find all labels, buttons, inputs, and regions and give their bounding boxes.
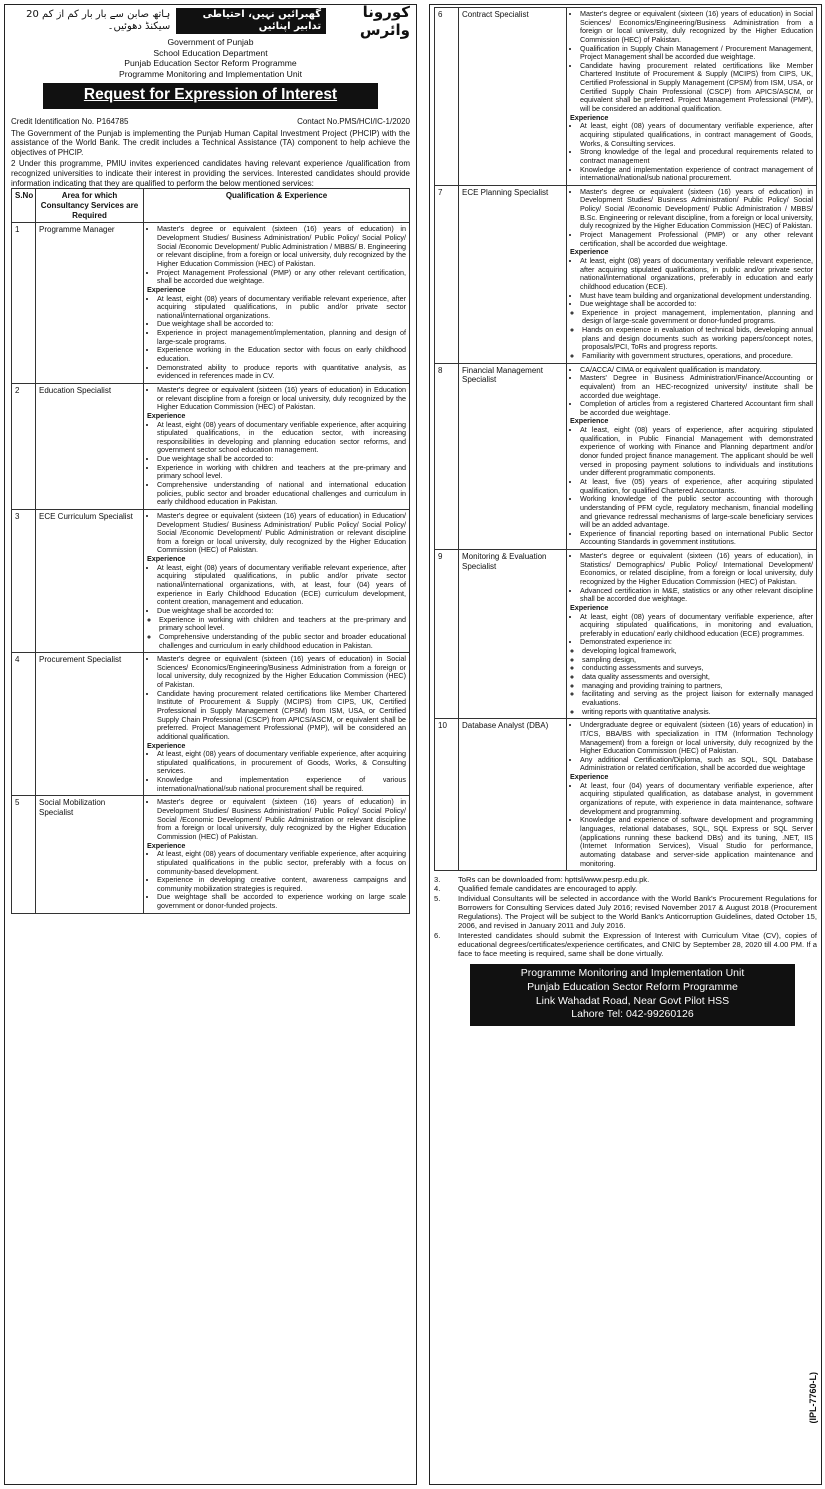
experience-list	[147, 850, 406, 910]
experience-item: • Strong knowledge of the legal and procedural requirements related to contract management	[580, 148, 813, 165]
qualification-item: • Master's degree or equivalent (sixteen (16) years of education) in Development Studies/ Business Administration/ Public Policy/ Social Policy/ Social /Economic Development/ Public Administration or relevant discipline from a foreign or local university, duly recognized by the Higher Education Commission (HEC) of Pakistan.	[157, 798, 406, 841]
row-sno: 2	[12, 383, 36, 509]
qualification-item: • CA/ACCA/ CIMA or equivalent qualification is mandatory.	[580, 366, 813, 375]
row-qualification	[567, 550, 817, 719]
row-sno: 3	[12, 509, 36, 652]
footer-line-3: Link Wahadat Road, Near Govt Pilot HSS	[535, 994, 730, 1007]
intro-paragraph-2: 2 Under this programme, PMIU invites experienced candidates having relevant experience /qualification from recognized universities to indicate their interest in providing the services. Interested candidates should provide information indicating that they are qualified to perform the below mentioned services:	[11, 159, 410, 188]
experience-list	[147, 421, 406, 507]
table-row	[12, 653, 410, 796]
experience-item: • At least, eight (08) years of documentary verifiable experience, after acquiring stipulated qualifications, in procurement of Goods, Works, & Consulting services.	[157, 750, 406, 776]
experience-item: • At least, eight (08) years of documentary verifiable experience, after acquiring stipulated qualifications, in contract management of Goods, Works, & Consulting services.	[580, 122, 813, 148]
qualification-list	[570, 366, 813, 418]
weightage-item: ◦ Experience in project management, implementation, planning and design of large-scale government or donor-funded programs.	[582, 309, 813, 326]
note-item	[434, 875, 817, 884]
qualification-item: • Master's degree or equivalent (sixteen (16) years of education) in Education/ Development Studies/ Business Administration/ Public Policy/ Social Policy/ Social /Economic Development/ Public Administration or relevant discipline from a foreign or local university, duly recognized by the Higher Education Commission (HEC) of Pakistan.	[157, 512, 406, 555]
row-qualification	[144, 223, 410, 384]
experience-item: • At least, eight (08) years of documentary verifiable relevant experience, after acquiring stipulated qualifications, in public and/or private sector national/international organizations, preferably in education and early childhood education (ECE).	[580, 257, 813, 292]
banner-urdu-main: کورونا وائرس	[359, 4, 411, 39]
weightage-item: ◦ writing reports with quantitative analysis.	[582, 708, 813, 717]
header-line-3: Punjab Education Sector Reform Programme	[124, 58, 297, 69]
experience-label: Experience	[570, 772, 609, 782]
footer-line-1: Programme Monitoring and Implementation Unit	[520, 967, 745, 980]
weightage-item: ◦ Comprehensive understanding of the public sector and broader educational challenges and curriculum in early childhood education in Pakistan.	[159, 633, 406, 650]
row-sno: 10	[435, 719, 459, 871]
qualification-item: • Candidate having procurement related certifications like Member Chartered Institute of Procurement & Supply (MCIPS) from CIPS, UK, Certified Professional in Supply Management (CPSM) from ISM, USA, or Certified Supply Chain Professional (CSCP) from APICS/ASCM, or equivalent shall be preferred. Project Management Professional (PMP), will be considered an additional qualification.	[157, 690, 406, 742]
experience-item: • At least, eight (08) years of documentary verifiable relevant experience, after acquiring stipulated qualifications, in public and/or private sector national/international organizations, with, at least, four (04) years of experience in Early Childhood Education (ECE) curriculum development, content creation, management and education.	[157, 564, 406, 607]
experience-label: Experience	[147, 740, 186, 750]
table-row	[12, 383, 410, 509]
experience-list	[147, 750, 406, 793]
experience-item: • Due weightage shall be accorded to:	[157, 320, 406, 329]
row-qualification	[144, 796, 410, 913]
weightage-sublist	[570, 309, 813, 361]
note-number: 4.	[434, 884, 441, 894]
experience-label: Experience	[570, 112, 609, 122]
weightage-item: ◦ Hands on experience in evaluation of technical bids, developing annual plans and design documents such as working papers/concept notes, proposals/PCI, ToRs and progress reports.	[582, 326, 813, 352]
qualification-list	[147, 798, 406, 841]
experience-list	[570, 257, 813, 309]
footer-line-2: Punjab Education Sector Reform Programme	[527, 981, 738, 994]
qualification-item: • Project Management Professional (PMP) or any other relevant certification, shall be accorded due weightage.	[580, 231, 813, 248]
experience-item: • Due weightage shall be accorded to:	[157, 455, 406, 464]
right-column	[429, 4, 822, 1485]
qualification-item: • Candidate having procurement related certifications like Member Chartered Institute of Procurement & Supply (MCIPS) from CIPS, UK, Certified Professional in Supply Management (CPSM) from ISM, USA, or Certified Supply Chain Professional (CSCP) from APICS/ASCM, or equivalent shall be preferred. Project Management Professional (PMP), will be considered an additional qualification.	[580, 62, 813, 114]
ipl-code: (IPL-7760-L)	[808, 1372, 819, 1424]
row-qualification	[144, 383, 410, 509]
table-row	[435, 363, 817, 549]
table-row	[435, 719, 817, 871]
experience-item: • Experience in developing creative content, awareness campaigns and community mobilization strategies is required.	[157, 876, 406, 893]
row-sno: 1	[12, 223, 36, 384]
table-row	[435, 8, 817, 186]
table-row	[12, 223, 410, 384]
experience-label: Experience	[147, 410, 186, 420]
page-title-text: Request for Expression of Interest	[83, 85, 338, 103]
corona-banner	[11, 4, 411, 39]
banner-urdu-box: گھبرائیں نہیں، احتیاطی تدابیر اپنائیں	[176, 8, 326, 34]
experience-item: • Experience in working with children and teachers at the pre-primary and primary school level.	[157, 464, 406, 481]
header-block	[11, 37, 410, 80]
experience-item: • At least, eight (08) years of documentary verifiable relevant experience, after acquiring stipulated qualifications, in public and/or private sector national/international organizations.	[157, 295, 406, 321]
row-area: Education Specialist	[36, 383, 144, 509]
weightage-item: ◦ developing logical framework,	[582, 647, 813, 656]
banner-urdu-tip: ہاتھ صابن سے بار بار کم از کم 20 سیکنڈ دھوئیں۔	[26, 8, 171, 32]
row-area: Procurement Specialist	[36, 653, 144, 796]
header-qualification: Qualification & Experience	[144, 189, 410, 223]
row-area: Social Mobilization Specialist	[36, 796, 144, 913]
weightage-item: ◦ Experience in working with children and teachers at the pre-primary and primary school level.	[159, 616, 406, 633]
qualification-item: • Master's degree or equivalent (sixteen (16) years of education) in Social Sciences/ Economics/Engineering/Business Administration from a foreign or local university, duly recognized by the Higher Education Commission (HEC) of Pakistan.	[580, 10, 813, 45]
header-line-2: School Education Department	[153, 47, 268, 58]
experience-label: Experience	[570, 247, 609, 257]
weightage-item: ◦ managing and providing training to partners,	[582, 682, 813, 691]
note-text: ToRs can be downloaded from: hpttsl/www.pesrp.edu.pk.	[458, 875, 650, 885]
header-line-1: Government of Punjab	[167, 37, 254, 47]
weightage-item: ◦ sampling design,	[582, 656, 813, 665]
experience-item: • Experience in project management/implementation, planning and design of large-scale programs.	[157, 329, 406, 346]
row-sno: 9	[435, 550, 459, 719]
experience-label: Experience	[570, 416, 609, 426]
weightage-item: ◦ facilitating and serving as the project liaison for externally managed evaluations.	[582, 690, 813, 707]
qualification-item: • Master's degree or equivalent (sixteen (16) years of education) in Development Studies/ Business Administration/ Public Policy/ Social Policy/ Social /Economic Development/ Public Administration / MBBS/ B.Sc. Engineering or relevant discipline, from a foreign or local university, duly recognized by the Higher Education Commission (HEC) of Pakistan.	[580, 188, 813, 231]
experience-item: • Due weightage shall be accorded to experience working on large scale government or donor-funded projects.	[157, 893, 406, 910]
services-table-left	[11, 188, 410, 914]
header-line-4: Programme Monitoring and Implementation Unit	[119, 69, 302, 80]
qualification-item: • Undergraduate degree or equivalent (sixteen (16) years of education) in IT/CS, BBA/BS with specialization in ITM (Information Technology Management) from a foreign or local university, duly recognized by the Higher Education Commission (HEC) of Pakistan.	[580, 721, 813, 756]
experience-item: • Must have team building and organizational development understanding.	[580, 292, 813, 301]
experience-item: • At least, eight (08) years of experience, after acquiring stipulated qualification, in Public Financial Management with demonstrated experience of working with Finance and Planning department and/or donor funded project finance management. The applicant should be well versed in proposing payment solutions to individuals and institutions under different programmatic components.	[580, 426, 813, 478]
row-qualification	[567, 719, 817, 871]
qualification-item: • Completion of articles from a registered Chartered Accountant firm shall be accorded due weightage.	[580, 400, 813, 417]
header-area: Area for which Consultancy Services are Required	[36, 189, 144, 223]
experience-item: • Demonstrated ability to produce reports with quantitative analysis, as evidenced in references made in CV.	[157, 364, 406, 381]
row-area: Monitoring & Evaluation Specialist	[459, 550, 567, 719]
qualification-item: • Qualification in Supply Chain Management / Procurement Management, Project Management shall be accorded due weightage.	[580, 45, 813, 62]
note-text: Qualified female candidates are encouraged to apply.	[458, 884, 638, 894]
experience-item: • Demonstrated experience in:	[580, 638, 813, 647]
experience-list	[570, 782, 813, 868]
experience-item: • At least, eight (08) years of documentary verifiable experience, after acquiring stipulated qualifications, in monitoring and evaluation, preferably in education/ early childhood education (ECE) programmes.	[580, 613, 813, 639]
qualification-list	[570, 188, 813, 248]
experience-label: Experience	[147, 284, 186, 294]
note-number: 5.	[434, 893, 441, 903]
table-row	[12, 509, 410, 652]
note-item	[434, 931, 817, 959]
row-sno: 4	[12, 653, 36, 796]
qualification-list	[570, 721, 813, 773]
qualification-list	[147, 386, 406, 412]
footer-line-4: Lahore Tel: 042-99260126	[571, 1008, 694, 1021]
contact-footer	[470, 964, 795, 1026]
experience-item: • Due weightage shall be accorded to:	[157, 607, 406, 616]
contact-no: Contact No.PMS/HCI/IC-1/2020	[297, 116, 410, 126]
weightage-sublist	[570, 647, 813, 716]
qualification-item: • Masters' Degree in Business Administration/Finance/Accounting or equivalent) from an HEC-recognized university/ institute shall be accorded due weightage.	[580, 374, 813, 400]
weightage-item: ◦ Familiarity with government structures, operations, and procedure.	[582, 352, 813, 361]
qualification-item: • Project Management Professional (PMP) or any other relevant certification, shall be accorded due weightage.	[157, 269, 406, 286]
row-qualification	[144, 509, 410, 652]
experience-item: • Working knowledge of the public sector accounting with thorough understanding of PFM cycle, regulatory mechanism, financial modelling and grievance redressal mechanisms of large-scale beneficiary services will be an added advantage.	[580, 495, 813, 530]
qualification-list	[570, 552, 813, 604]
row-sno: 8	[435, 363, 459, 549]
note-item	[434, 884, 817, 893]
experience-item: • Experience working in the Education sector with focus on early childhood education.	[157, 346, 406, 363]
qualification-item: • Master's degree or equivalent (sixteen (16) years of education) in Social Sciences/ Economics/Engineering/Business Administration from a foreign or local university, duly recognized by the Higher Education Commission (HEC) of Pakistan.	[157, 655, 406, 690]
qualification-item: • Master's degree or equivalent (sixteen (16) years of education), in Statistics/ Demographics/ Public Policy/ International Development/ Economics, or related discipline, from a foreign or local university, duly recognized by the Higher Education Commission (HEC) of Pakistan.	[580, 552, 813, 587]
row-qualification	[567, 8, 817, 186]
qualification-item: • Master's degree or equivalent (sixteen (16) years of education) in Education or relevant discipline from a foreign or local university, duly recognized by the Higher Education Commission (HEC) of Pakistan.	[157, 386, 406, 412]
note-number: 6.	[434, 930, 441, 940]
row-area: ECE Planning Specialist	[459, 185, 567, 363]
experience-item: • At least, four (04) years of documentary verifiable experience, after acquiring stipulated qualification, as database analyst, in government organizations of repute, with experience in data maintenance, software development and programming.	[580, 782, 813, 817]
experience-item: • Knowledge and implementation experience of contract management of international/national/sub national procurement.	[580, 166, 813, 183]
experience-list	[570, 613, 813, 648]
notes-block	[434, 875, 817, 958]
qualification-item: • Advanced certification in M&E, statistics or any other relevant discipline shall be accorded due weightage.	[580, 587, 813, 604]
experience-list	[570, 426, 813, 547]
row-area: ECE Curriculum Specialist	[36, 509, 144, 652]
weightage-sublist	[147, 616, 406, 651]
row-sno: 7	[435, 185, 459, 363]
row-qualification	[144, 653, 410, 796]
row-area: Financial Management Specialist	[459, 363, 567, 549]
row-sno: 6	[435, 8, 459, 186]
qualification-list	[147, 512, 406, 555]
row-qualification	[567, 185, 817, 363]
experience-item: • Knowledge and experience of software development and programming languages, relational databases, SQL, SQL Express or SQL Server (applications running these backend DBs) and its tuning, .NET, IIS (Internet Information Services), Visual Studio for performance, automating database and server-side application maintenance and monitoring.	[580, 816, 813, 868]
weightage-item: ◦ conducting assessments and surveys,	[582, 664, 813, 673]
row-sno: 5	[12, 796, 36, 913]
identification-row	[11, 117, 410, 127]
note-text: Interested candidates should submit the Expression of Interest with Curriculum Vitae (CV), copies of educational degrees/certificates/experience certificates, and CNIC by September 28, 2020 till 4.00 PM. If a face to face meeting is required, same shall be done virtually.	[458, 930, 817, 959]
experience-item: • Comprehensive understanding of national and international education policies, public sector and broader educational challenges and curriculum in early childhood education in Pakistan.	[157, 481, 406, 507]
experience-item: • Due weightage shall be accorded to:	[580, 300, 813, 309]
experience-label: Experience	[570, 602, 609, 612]
qualification-list	[570, 10, 813, 114]
note-number: 3.	[434, 875, 441, 885]
experience-label: Experience	[147, 840, 186, 850]
table-header-row	[12, 189, 410, 223]
table-row	[435, 550, 817, 719]
table-row	[12, 796, 410, 913]
page-title	[43, 83, 378, 109]
qualification-item: • Master's degree or equivalent (sixteen (16) years of education) in Development Studies/ Business Administration/ Public Policy/ Social Policy/ Social /Economic Development/ Public Administration / MBBS/ B. Engineering or relevant discipline, from a foreign or local university, duly recognized by the Higher Education Commission (HEC) of Pakistan.	[157, 225, 406, 268]
experience-list	[570, 122, 813, 182]
experience-item: • Experience of financial reporting based on international Public Sector Accounting Standards in government institutions.	[580, 530, 813, 547]
experience-item: • At least, eight (08) years of documentary verifiable experience, after acquiring stipulated qualifications, in the education sector, with increasing responsibilities in developing and planning education sector reforms, and government sector school education management.	[157, 421, 406, 456]
note-item	[434, 894, 817, 931]
services-table-right	[434, 7, 817, 871]
credit-id: Credit Identification No. P164785	[11, 116, 129, 126]
qualification-list	[147, 655, 406, 741]
row-qualification	[567, 363, 817, 549]
experience-list	[147, 564, 406, 616]
experience-item: • At least, five (05) years of experience, after acquiring stipulated qualification, for qualified Chartered Accountants.	[580, 478, 813, 495]
experience-item: • Knowledge and implementation experience of various international/national/sub national procurement shall be required.	[157, 776, 406, 793]
header-sno: S.No	[12, 189, 36, 223]
experience-list	[147, 295, 406, 381]
left-column	[4, 4, 417, 1485]
intro-paragraph-1: The Government of the Punjab is implementing the Punjab Human Capital Investment Project (PHCIP) with the assistance of the World Bank. The credit includes a Technical Assistance (TA) component to help achieve the objectives of PHCIP.	[11, 128, 410, 157]
experience-item: • At least, eight (08) years of documentary verifiable experience, after acquiring stipulated qualifications in the public sector, preferably with a focus on community-based development.	[157, 850, 406, 876]
experience-label: Experience	[147, 554, 186, 564]
row-area: Programme Manager	[36, 223, 144, 384]
weightage-item: ◦ data quality assessments and oversight,	[582, 673, 813, 682]
row-area: Contract Specialist	[459, 8, 567, 186]
qualification-item: • Any additional Certification/Diploma, such as SQL, SQL Database Administration or related certification, shall be accorded due weightage	[580, 756, 813, 773]
note-text: Individual Consultants will be selected in accordance with the World Bank's Procurement Regulations for Borrowers for Consulting Services dated July 2016; revised November 2017 & August 2018 (Procurement Regulations). The Project will be subject to the World Bank's Anticorruption Guidelines, dated October 15, 2006, and revised in January 2011 and July 2016.	[458, 893, 817, 931]
table-row	[435, 185, 817, 363]
qualification-list	[147, 225, 406, 285]
row-area: Database Analyst (DBA)	[459, 719, 567, 871]
